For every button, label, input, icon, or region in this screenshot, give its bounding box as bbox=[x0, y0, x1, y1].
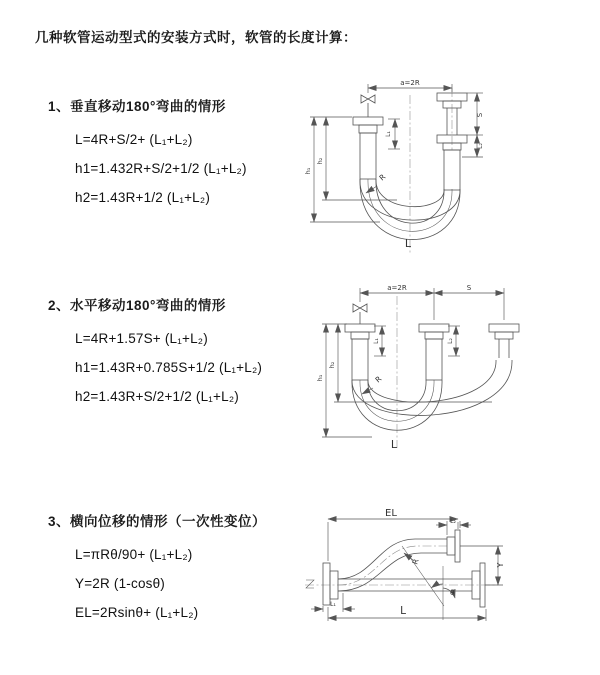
middle-flange bbox=[419, 324, 449, 380]
centerline-symbol bbox=[306, 580, 314, 588]
braided-hose-section bbox=[352, 339, 368, 380]
dim-l bbox=[328, 605, 486, 621]
dim-l1-label: L₁ bbox=[373, 338, 380, 344]
dim-h2 bbox=[316, 117, 397, 200]
s-curve-hose bbox=[338, 539, 447, 591]
braided-hose-section bbox=[444, 150, 460, 190]
radius-label: R bbox=[377, 172, 388, 183]
radius-label: R bbox=[410, 557, 421, 566]
center-line bbox=[305, 580, 498, 588]
left-flange bbox=[353, 117, 383, 179]
braided-hose-section bbox=[426, 339, 442, 380]
dim-l1 bbox=[311, 593, 355, 612]
section-1-heading: 1、垂直移动180°弯曲的情形 bbox=[48, 99, 226, 114]
formula-h2: h2=1.43R+S/2+1/2 (L₁+L₂) bbox=[75, 389, 239, 404]
center-lines bbox=[410, 88, 452, 255]
left-flange bbox=[345, 324, 375, 380]
dim-l1-label: L₁ bbox=[330, 601, 336, 608]
length-label: L bbox=[404, 237, 412, 250]
horizontal-bend-drawing bbox=[312, 280, 597, 458]
section-lateral-displacement bbox=[48, 513, 266, 627]
formula-l: L=πRθ/90+ (L₁+L₂) bbox=[75, 547, 193, 562]
radius-callout bbox=[404, 553, 421, 566]
dim-h2-label: h₂ bbox=[316, 157, 324, 165]
dim-l1-label: L₁ bbox=[385, 131, 392, 137]
section-vertical-bend bbox=[48, 98, 247, 212]
dim-l2 bbox=[436, 518, 471, 535]
vertical-bend-drawing bbox=[300, 75, 600, 260]
dim-l1 bbox=[385, 119, 400, 149]
dim-l-label: L bbox=[400, 605, 406, 617]
dim-s-label: S bbox=[476, 112, 484, 118]
section-2-heading: 2、水平移动180°弯曲的情形 bbox=[48, 298, 226, 313]
radius-label: R bbox=[373, 374, 384, 385]
dim-l2-label: L₂ bbox=[477, 143, 484, 149]
construction-lines bbox=[402, 546, 455, 620]
lateral-displacement-drawing bbox=[303, 508, 598, 648]
top-flange bbox=[447, 530, 460, 562]
formula-y: Y=2R (1-cosθ) bbox=[75, 576, 166, 591]
valve-icon bbox=[361, 95, 375, 117]
braided-hose-section bbox=[360, 133, 376, 179]
right-flange-lower bbox=[437, 135, 467, 190]
length-label: L bbox=[390, 438, 398, 451]
dim-a2r bbox=[368, 79, 452, 93]
diagram-vertical-bend bbox=[300, 75, 600, 260]
dim-l2-label: L₂ bbox=[447, 338, 454, 344]
angle-theta-label: θ bbox=[450, 589, 455, 597]
dim-h1 bbox=[316, 324, 372, 437]
page-title: 几种软管运动型式的安装方式时，软管的长度计算： bbox=[35, 30, 357, 45]
dim-s bbox=[467, 93, 484, 135]
dim-l2-label: L₂ bbox=[450, 518, 456, 525]
formula-h2: h2=1.43R+1/2 (L₁+L₂) bbox=[75, 190, 211, 205]
section-horizontal-bend bbox=[48, 297, 262, 411]
dim-s bbox=[434, 284, 504, 320]
formula-h1: h1=1.43R+0.785S+1/2 (L₁+L₂) bbox=[75, 360, 263, 375]
dim-y-label: Y bbox=[496, 562, 505, 568]
formula-l: L=4R+1.57S+ (L₁+L₂) bbox=[75, 331, 208, 346]
dim-l2 bbox=[462, 135, 484, 157]
diagram-horizontal-bend bbox=[312, 280, 597, 458]
hose-u-bend-displaced bbox=[352, 360, 512, 415]
diagram-lateral-displacement bbox=[303, 508, 598, 648]
dim-h1-label: h₁ bbox=[304, 167, 312, 175]
formula-h1: h1=1.432R+S/2+1/2 (L₁+L₂) bbox=[75, 161, 247, 176]
dim-el-label: EL bbox=[385, 508, 397, 519]
formula-l: L=4R+S/2+ (L₁+L₂) bbox=[75, 132, 193, 147]
valve-icon bbox=[353, 304, 367, 324]
dim-h2-label: h₂ bbox=[328, 361, 336, 369]
dim-a2r-label: a=2R bbox=[387, 284, 407, 292]
dim-s-label: S bbox=[466, 284, 472, 292]
left-flange bbox=[323, 563, 338, 605]
right-flange bbox=[489, 324, 519, 358]
formula-el: EL=2Rsinθ+ (L₁+L₂) bbox=[75, 605, 199, 620]
dim-a2r-label: a=2R bbox=[400, 79, 420, 87]
section-3-heading: 3、横向位移的情形（一次性变位） bbox=[48, 514, 267, 529]
dim-h1-label: h₁ bbox=[316, 374, 324, 382]
